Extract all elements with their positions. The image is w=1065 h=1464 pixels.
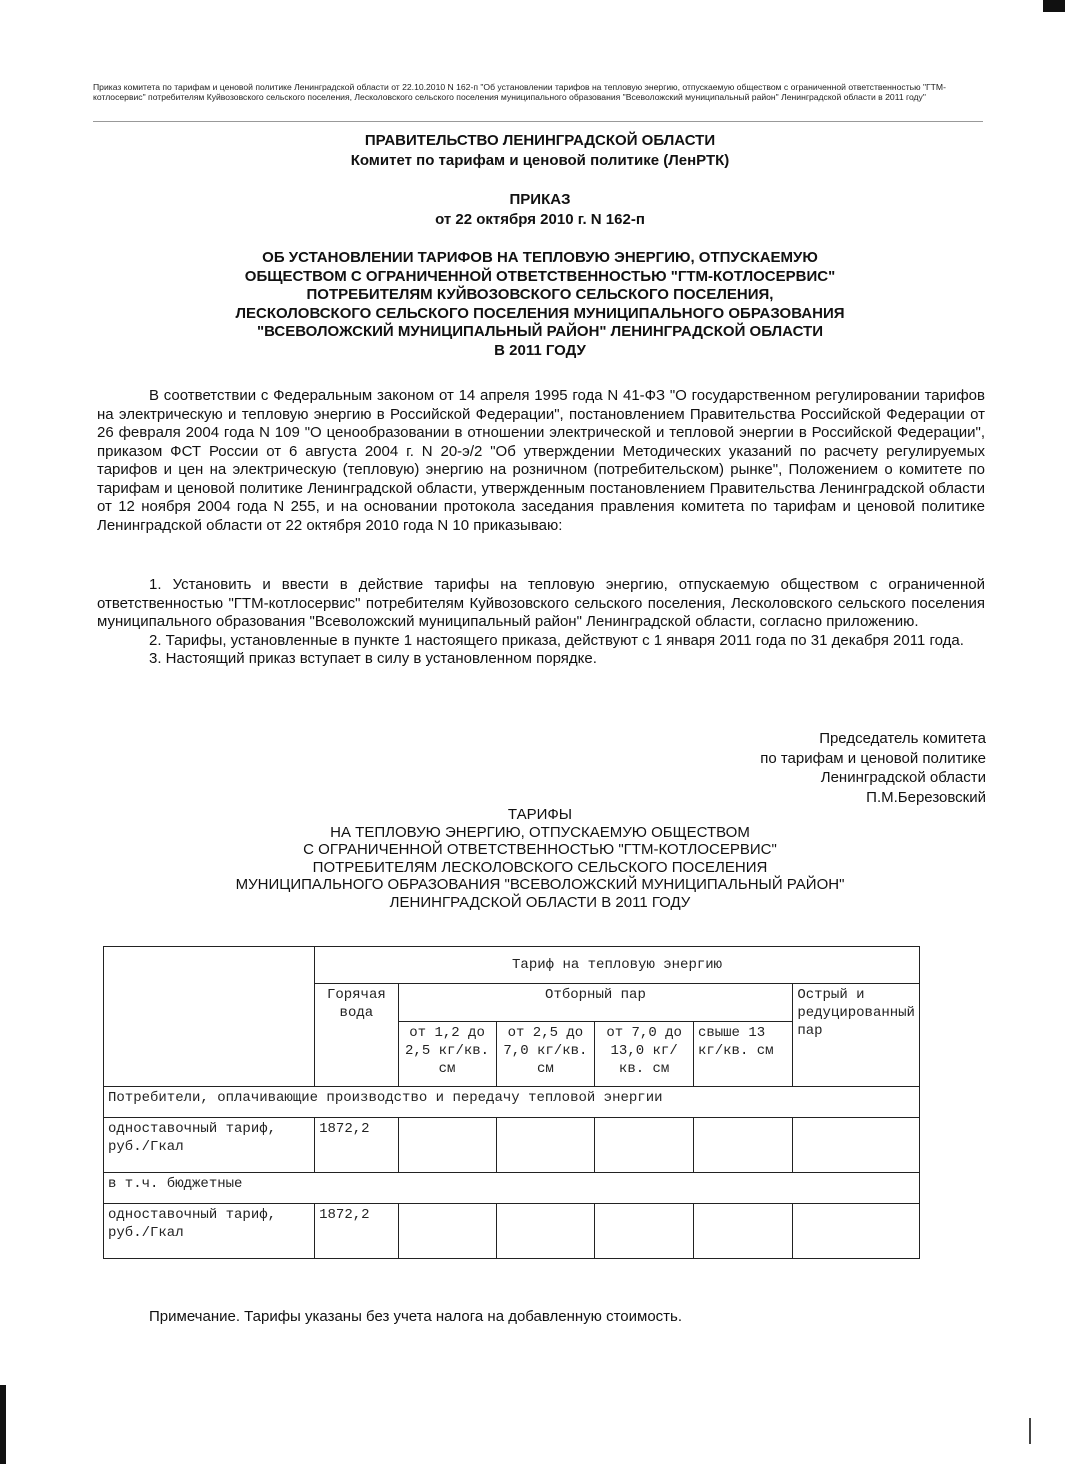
column-selected-steam: Отборный пар xyxy=(398,984,793,1022)
column-steam-range: от 7,0 до 13,0 кг/кв. см xyxy=(595,1022,694,1087)
annex-title-line: МУНИЦИПАЛЬНОГО ОБРАЗОВАНИЯ "ВСЕВОЛОЖСКИЙ МУНИЦИПАЛЬНЫЙ РАЙОН" xyxy=(235,876,845,893)
order-item: 1. Установить и ввести в действие тарифы на тепловую энергию, отпускаемую обществом с ограниченной ответственностью "ГТМ-котлосервис" потребителям Куйвозовского сельского поселения, Лесколовского сельского поселения муниципального образования "Всеволожский муниципальный район" Ленинградской области, согласно приложению. xyxy=(97,576,985,630)
subject-line: В 2011 ГОДУ xyxy=(494,341,586,359)
row-label: одноставочный тариф, руб./Гкал xyxy=(104,1118,315,1173)
empty-cell xyxy=(693,1118,792,1173)
order-item: 2. Тарифы, установленные в пункте 1 настоящего приказа, действуют с 1 января 2011 года по 31 декабря 2011 года. xyxy=(149,631,964,649)
empty-cell xyxy=(595,1204,694,1259)
signatory-title: по тарифам и ценовой политике xyxy=(760,749,986,767)
committee-name: Комитет по тарифам и ценовой политике (ЛенРТК) xyxy=(350,152,730,169)
order-heading xyxy=(100,190,980,230)
signatory-title: Председатель комитета xyxy=(819,730,986,747)
annex-title-line: ЛЕНИНГРАДСКОЙ ОБЛАСТИ В 2011 ГОДУ xyxy=(389,893,691,911)
tariff-table xyxy=(103,946,920,1259)
subject-line: ПОТРЕБИТЕЛЯМ КУЙВОЗОВСКОГО СЕЛЬСКОГО ПОСЕЛЕНИЯ, xyxy=(306,286,774,303)
empty-cell xyxy=(496,1204,595,1259)
annex-title-line: С ОГРАНИЧЕННОЙ ОТВЕТСТВЕННОСТЬЮ "ГТМ-КОТЛОСЕРВИС" xyxy=(303,841,777,858)
annex-title-line: НА ТЕПЛОВУЮ ЭНЕРГИЮ, ОТПУСКАЕМУЮ ОБЩЕСТВОМ xyxy=(330,823,750,841)
document-source-note: Приказ комитета по тарифам и ценовой политике Ленинградской области от 22.10.2010 N 162-п "Об установлении тарифов на тепловую энергию, отпускаемую обществом с ограниченной ответственностью "ГТМ-котлосервис" потребителям Куйвозовского сельского поселения, Лесколовского сельского поселения муниципального образования "Всеволожский муниципальный район" Ленинградской области в 2011 году" xyxy=(93,82,946,102)
empty-cell xyxy=(398,1118,496,1173)
table-row xyxy=(104,1118,920,1173)
scan-edge-mark xyxy=(1043,0,1065,12)
issuing-authority xyxy=(100,131,980,171)
empty-cell xyxy=(496,1118,595,1173)
table-row xyxy=(104,1204,920,1259)
header-divider xyxy=(93,121,983,122)
table-corner-cell xyxy=(104,947,315,1087)
column-steam-range: свыше 13 кг/кв. см xyxy=(693,1022,792,1087)
annex-title-line: ТАРИФЫ xyxy=(507,806,573,823)
empty-cell xyxy=(793,1118,920,1173)
row-label: одноставочный тариф, руб./Гкал xyxy=(104,1204,315,1259)
column-hot-water: Горячая вода xyxy=(315,984,398,1087)
subject-line: "ВСЕВОЛОЖСКИЙ МУНИЦИПАЛЬНЫЙ РАЙОН" ЛЕНИНГРАДСКОЙ ОБЛАСТИ xyxy=(257,323,823,340)
table-header-main: Тариф на тепловую энергию xyxy=(315,947,920,984)
subject-line: ЛЕСКОЛОВСКОГО СЕЛЬСКОГО ПОСЕЛЕНИЯ МУНИЦИПАЛЬНОГО ОБРАЗОВАНИЯ xyxy=(235,304,845,322)
signatory-title: Ленинградской области xyxy=(820,769,986,786)
order-title: ПРИКАЗ xyxy=(509,191,571,208)
column-steam-range: от 1,2 до 2,5 кг/кв. см xyxy=(398,1022,496,1087)
empty-cell xyxy=(595,1118,694,1173)
signatory-name: П.М.Березовский xyxy=(866,788,986,806)
hot-water-value: 1872,2 xyxy=(315,1204,398,1259)
order-item: 3. Настоящий приказ вступает в силу в установленном порядке. xyxy=(149,650,597,667)
order-items xyxy=(97,576,985,669)
preamble-paragraph: В соответствии с Федеральным законом от 14 апреля 1995 года N 41-ФЗ "О государственном регулировании тарифов на электрическую и тепловую энергию в Российской Федерации", постановлением Правительства Российской Федерации от 26 февраля 2004 года N 109 "О ценообразовании в отношении электрической и тепловой энергии в Российской Федерации", приказом ФСТ России от 6 августа 2004 г. N 20-э/2 "Об утверждении Методических указаний по расчету регулируемых тарифов и цен на электрическую (тепловую) энергию на розничном (потребительском) рынке", Положением о комитете по тарифам и ценовой политике Ленинградской области, утвержденным постановлением Правительства Ленинградской области от 12 ноября 2004 года N 255, и на основании протокола заседания правления комитета по тарифам и ценовой политике Ленинградской области от 22 октября 2010 года N 10 приказываю: xyxy=(97,387,985,534)
subject-line: ОБ УСТАНОВЛЕНИИ ТАРИФОВ НА ТЕПЛОВУЮ ЭНЕРГИЮ, ОТПУСКАЕМУЮ xyxy=(262,249,818,266)
order-subject xyxy=(100,249,980,360)
scan-edge-mark xyxy=(0,1385,6,1464)
empty-cell xyxy=(693,1204,792,1259)
government-name: ПРАВИТЕЛЬСТВО ЛЕНИНГРАДСКОЙ ОБЛАСТИ xyxy=(364,132,716,149)
annex-title-line: ПОТРЕБИТЕЛЯМ ЛЕСКОЛОВСКОГО СЕЛЬСКОГО ПОСЕЛЕНИЯ xyxy=(312,858,768,876)
column-steam-range: от 2,5 до 7,0 кг/кв. см xyxy=(496,1022,595,1087)
signature-block xyxy=(666,729,986,807)
empty-cell xyxy=(398,1204,496,1259)
column-sharp-steam: Острый и редуцированный пар xyxy=(793,984,920,1087)
annex-title xyxy=(100,806,980,911)
empty-cell xyxy=(793,1204,920,1259)
scan-speck xyxy=(1029,1418,1031,1444)
table-footnote: Примечание. Тарифы указаны без учета налога на добавленную стоимость. xyxy=(149,1308,683,1325)
subject-line: ОБЩЕСТВОМ С ОГРАНИЧЕННОЙ ОТВЕТСТВЕННОСТЬЮ "ГТМ-КОТЛОСЕРВИС" xyxy=(244,267,836,285)
table-section-heading: Потребители, оплачивающие производство и передачу тепловой энергии xyxy=(104,1087,920,1118)
hot-water-value: 1872,2 xyxy=(315,1118,398,1173)
table-section-heading: в т.ч. бюджетные xyxy=(104,1173,920,1204)
order-date-number: от 22 октября 2010 г. N 162-п xyxy=(435,211,645,228)
